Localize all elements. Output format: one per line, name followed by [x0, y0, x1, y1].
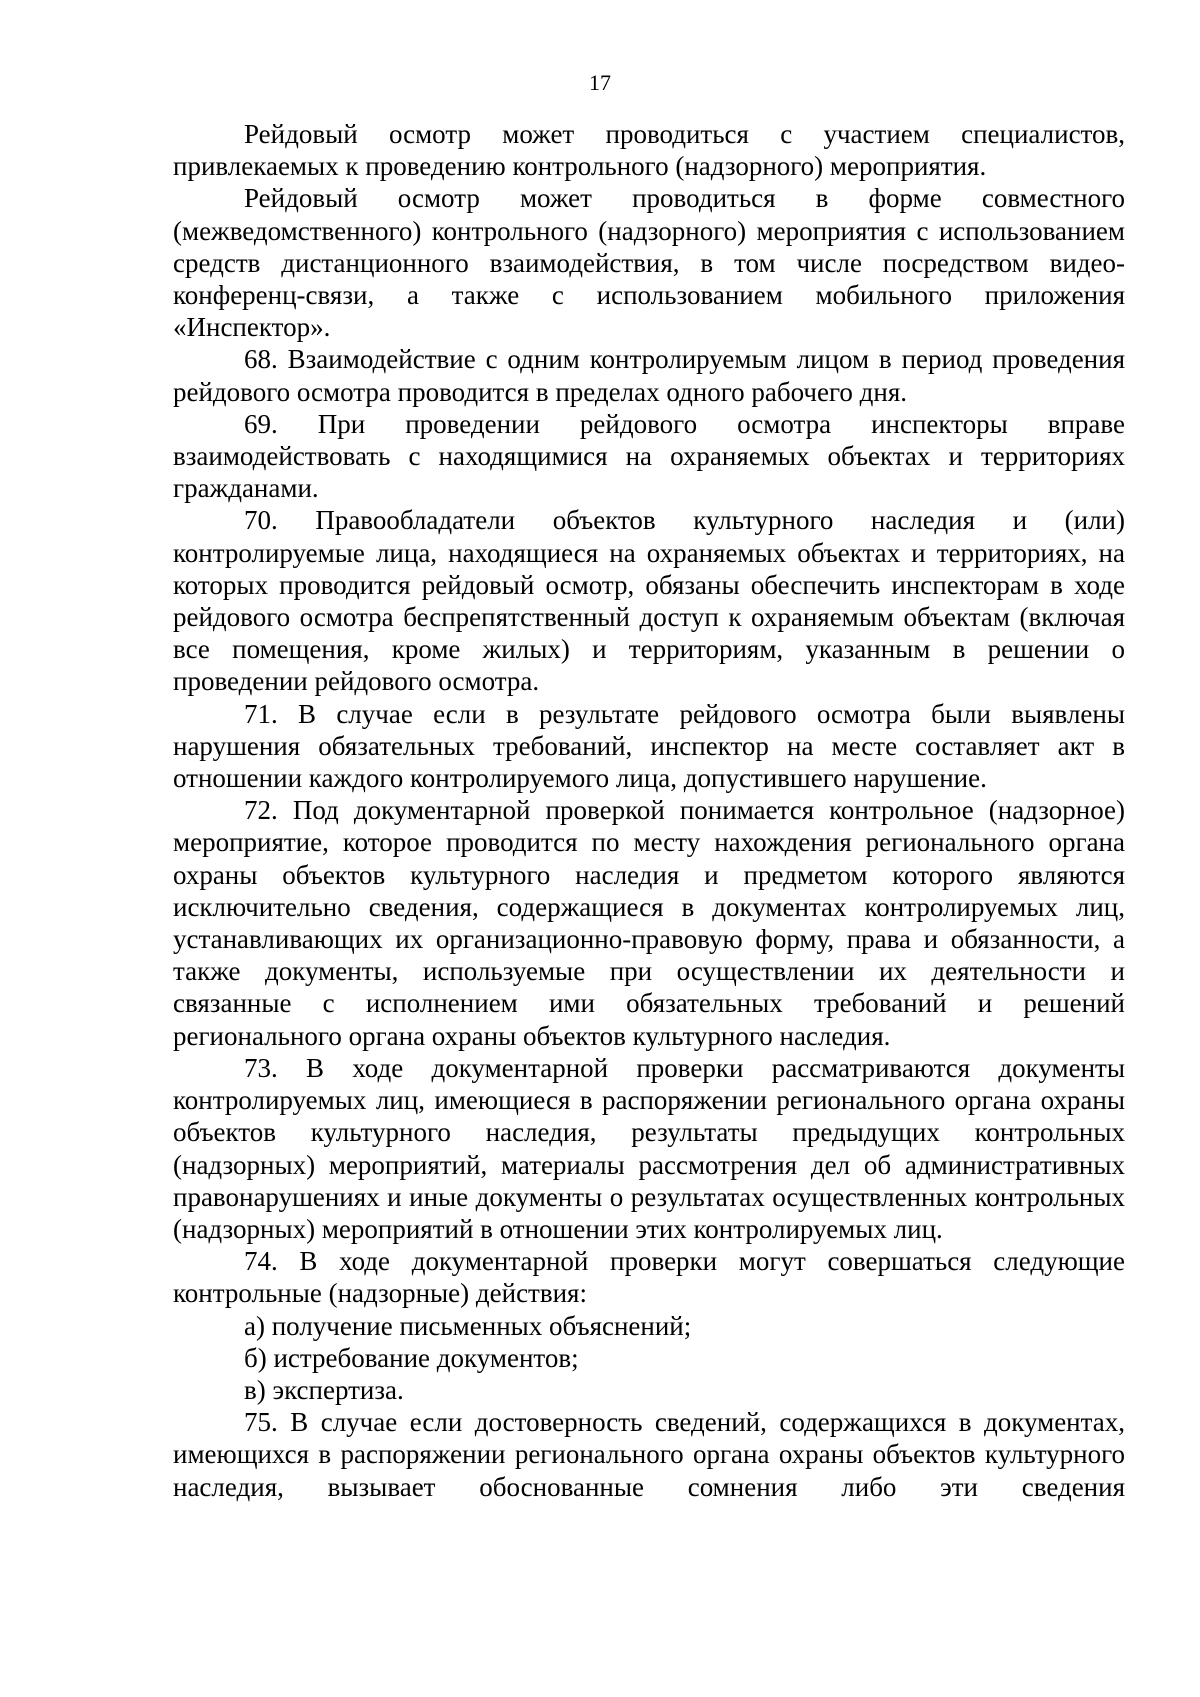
- paragraph-69: 69. При проведении рейдового осмотра инспекторы вправе взаимодействовать с находящимися на охраняемых объектах и территориях гражданами.: [173, 408, 1125, 504]
- document-body: [173, 118, 1125, 1503]
- paragraph-70: 70. Правообладатели объектов культурного наследия и (или) контролируемые лица, находящиеся на охраняемых объектах и территориях, на которых проводится рейдовый осмотр, обязаны обеспечить инспекторам в ходе рейдового осмотра беспрепятственный доступ к охраняемым объектам (включая все помещения, кроме жилых) и территориям, указанным в решении о проведении рейдового осмотра.: [173, 505, 1125, 697]
- list-item-a: а) получение письменных объяснений;: [244, 1310, 692, 1341]
- paragraph-72: 72. Под документарной проверкой понимается контрольное (надзорное) мероприятие, которое проводится по месту нахождения регионального органа охраны объектов культурного наследия и предметом которого являются исключительно сведения, содержащиеся в документах контролируемых лиц, устанавливающих их организационно-правовую форму, права и обязанности, а также документы, используемые при осуществлении их деятельности и связанные с исполнением ими обязательных требований и решений регионального органа охраны объектов культурного наследия.: [173, 795, 1125, 1051]
- paragraph-raid-specialists: Рейдовый осмотр может проводиться с участием специалистов, привлекаемых к проведению контрольного (надзорного) мероприятия.: [173, 119, 1125, 182]
- paragraph-75: 75. В случае если достоверность сведений, содержащихся в документах, имеющихся в распоряжении регионального органа охраны объектов культурного наследия, вызывает обоснованные сомнения либо эти сведения: [173, 1407, 1125, 1502]
- paragraph-74: 74. В ходе документарной проверки могут совершаться следующие контрольные (надзорные) действия:: [173, 1246, 1125, 1309]
- paragraph-68: 68. Взаимодействие с одним контролируемым лицом в период проведения рейдового осмотра проводится в пределах одного рабочего дня.: [173, 344, 1125, 407]
- paragraph-71: 71. В случае если в результате рейдового осмотра были выявлены нарушения обязательных требований, инспектор на месте составляет акт в отношении каждого контролируемого лица, допустившего нарушение.: [173, 698, 1125, 794]
- page-number: 17: [589, 70, 611, 95]
- list-item-v: в) экспертиза.: [244, 1374, 404, 1405]
- list-item-b: б) истребование документов;: [244, 1342, 579, 1373]
- paragraph-raid-joint-form: Рейдовый осмотр может проводиться в форме совместного (межведомственного) контрольного (надзорного) мероприятия с использованием средств дистанционного взаимодействия, в том числе посредством видео-конференц-связи, а также с использованием мобильного приложения «Инспектор».: [173, 183, 1125, 343]
- paragraph-73: 73. В ходе документарной проверки рассматриваются документы контролируемых лиц, имеющиеся в распоряжении регионального органа охраны объектов культурного наследия, результаты предыдущих контрольных (надзорных) мероприятий, материалы рассмотрения дел об административных правонарушениях и иные документы о результатах осуществленных контрольных (надзорных) мероприятий в отношении этих контролируемых лиц.: [173, 1052, 1125, 1244]
